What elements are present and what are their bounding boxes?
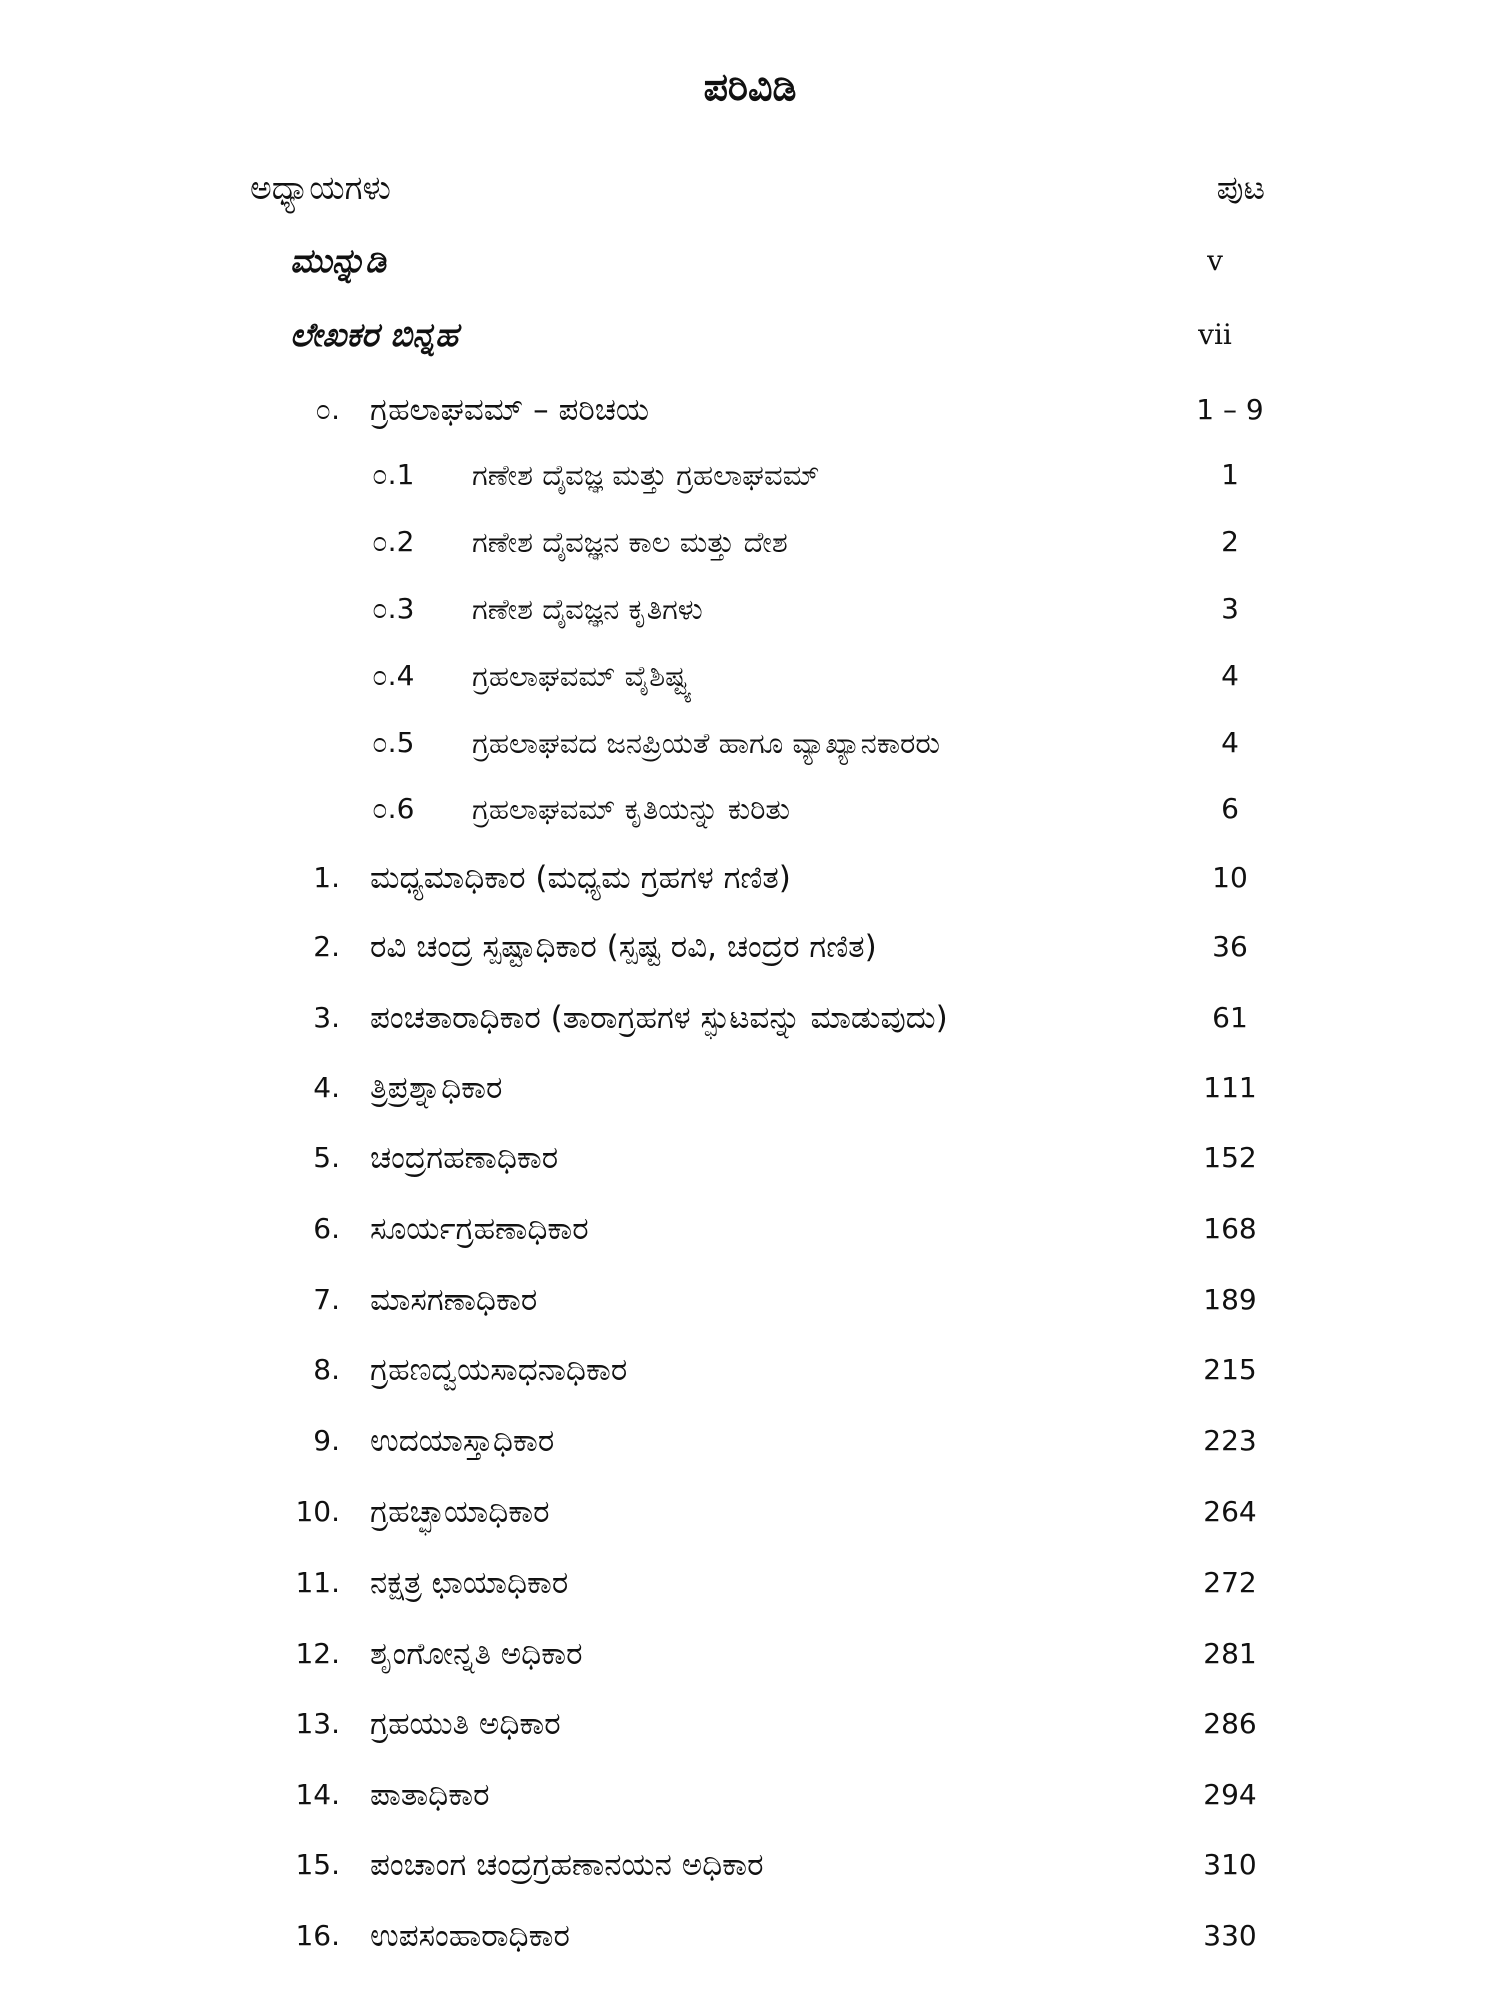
toc-entry-number: 1.: [313, 861, 340, 894]
toc-entry-page: 294: [1203, 1778, 1257, 1811]
toc-entry-number: 10.: [295, 1495, 340, 1528]
prelim-label: ಮುನ್ನುಡಿ: [290, 241, 386, 280]
toc-entry-page: 330: [1203, 1919, 1257, 1952]
toc-entry: [0, 1133, 1500, 1183]
page-column-label: ಪುಟ: [1216, 168, 1265, 207]
toc-entry-number: 4.: [313, 1071, 340, 1104]
toc-entry-title: ಮಾಸಗಣಾಧಿಕಾರ: [370, 1282, 538, 1318]
toc-entry-title: ಶೃಂಗೋನ್ನತಿ ಅಧಿಕಾರ: [370, 1636, 583, 1672]
toc-entry-number: ೦.1: [372, 458, 415, 491]
toc-entry-page: 310: [1203, 1848, 1257, 1881]
toc-entry: [0, 718, 1500, 768]
toc-entry-page: 2: [1221, 525, 1239, 558]
toc-entry: [0, 1840, 1500, 1890]
toc-entry: [0, 1204, 1500, 1254]
toc-entry-title: ಗ್ರಹಚ್ಛಾಯಾಧಿಕಾರ: [370, 1494, 550, 1530]
toc-entry-page: 152: [1203, 1141, 1257, 1174]
toc-entry-page: 215: [1203, 1353, 1257, 1386]
toc-entry-title: ಗ್ರಹಲಾಘವಮ್ – ಪರಿಚಯ: [370, 392, 650, 428]
toc-entry-number: 8.: [313, 1353, 340, 1386]
toc-entry-number: ೦.5: [372, 726, 415, 759]
page-title: ಪರಿವಿಡಿ: [703, 65, 797, 109]
toc-entry: [0, 651, 1500, 701]
chapters-column-label: ಅಧ್ಯಾಯಗಳು: [250, 168, 391, 207]
toc-entry: [0, 1063, 1500, 1113]
toc-entry-page: 1 – 9: [1196, 393, 1264, 426]
toc-entry-number: 12.: [295, 1637, 340, 1670]
toc-entry: [0, 584, 1500, 634]
toc-entry: [0, 922, 1500, 972]
toc-entry: [0, 1558, 1500, 1608]
toc-entry-number: 15.: [295, 1848, 340, 1881]
toc-entry: [0, 385, 1500, 435]
toc-entry-page: 168: [1203, 1212, 1257, 1245]
toc-entry-title: ಪಾತಾಧಿಕಾರ: [370, 1777, 490, 1813]
toc-entry-page: 36: [1212, 930, 1248, 963]
toc-entry-title: ಚಂದ್ರಗಹಣಾಧಿಕಾರ: [370, 1140, 559, 1176]
toc-entry-title: ರವಿ ಚಂದ್ರ ಸ್ಪಷ್ಟಾಧಿಕಾರ (ಸ್ಪಷ್ಟ ರವಿ, ಚಂದ್ರರ ಗಣಿತ): [370, 929, 877, 965]
toc-entry: [0, 993, 1500, 1043]
toc-entry-number: 9.: [313, 1424, 340, 1457]
prelim-page: v: [1207, 244, 1223, 277]
toc-entry-number: 11.: [295, 1566, 340, 1599]
toc-entry-number: 3.: [313, 1001, 340, 1034]
toc-entry-number: 7.: [313, 1283, 340, 1316]
toc-entry-page: 264: [1203, 1495, 1257, 1528]
toc-entry-title: ಗ್ರಹಲಾಘವದ ಜನಪ್ರಿಯತೆ ಹಾಗೂ ವ್ಯಾಖ್ಯಾನಕಾರರು: [472, 726, 940, 760]
toc-entry-number: ೦.4: [372, 659, 415, 692]
toc-entry-title: ಪಂಚತಾರಾಧಿಕಾರ (ತಾರಾಗ್ರಹಗಳ ಸ್ಫುಟವನ್ನು ಮಾಡುವುದು): [370, 1000, 948, 1036]
toc-entry-title: ಗ್ರಹಲಾಘವಮ್ ಕೃತಿಯನ್ನು ಕುರಿತು: [472, 792, 791, 826]
toc-entry-title: ಸೂರ್ಯಗ್ರಹಣಾಧಿಕಾರ: [370, 1211, 589, 1247]
toc-header: [250, 163, 1265, 213]
toc-entry-number: 2.: [313, 930, 340, 963]
toc-prelim-foreword: [290, 236, 1265, 286]
toc-entry-page: 286: [1203, 1707, 1257, 1740]
toc-entry-number: ೦.2: [372, 525, 415, 558]
toc-entry-title: ಗ್ರಹಲಾಘವಮ್ ವೈಶಿಷ್ಟ್ಯ: [472, 659, 693, 693]
toc-entry-page: 281: [1203, 1637, 1257, 1670]
toc-entry-title: ಗಣೇಶ ದೈವಜ್ಞನ ಕೃತಿಗಳು: [472, 592, 703, 626]
toc-entry-page: 10: [1212, 861, 1248, 894]
toc-entry-page: 1: [1221, 458, 1239, 491]
toc-entry-page: 61: [1212, 1001, 1248, 1034]
toc-prelim-author-note: [290, 310, 1265, 360]
toc-entry: [0, 1629, 1500, 1679]
toc-entry: [0, 1699, 1500, 1749]
toc-entry-number: 16.: [295, 1919, 340, 1952]
toc-entry: [0, 784, 1500, 834]
toc-entry: [0, 517, 1500, 567]
prelim-page: vii: [1198, 318, 1232, 351]
toc-entry-number: 5.: [313, 1141, 340, 1174]
toc-entry: [0, 1416, 1500, 1466]
toc-entry-number: 14.: [295, 1778, 340, 1811]
toc-entry-number: ೦.6: [372, 792, 415, 825]
toc-entry-number: 6.: [313, 1212, 340, 1245]
toc-entry: [0, 1487, 1500, 1537]
toc-entry-title: ಗ್ರಹಯುತಿ ಅಧಿಕಾರ: [370, 1706, 561, 1742]
toc-entry: [0, 1345, 1500, 1395]
toc-entry-title: ಪಂಚಾಂಗ ಚಂದ್ರಗ್ರಹಣಾನಯನ ಅಧಿಕಾರ: [370, 1847, 764, 1883]
toc-entry-page: 189: [1203, 1283, 1257, 1316]
toc-entry-number: ೦.: [315, 393, 340, 426]
toc-entry-title: ನಕ್ಷತ್ರ ಛಾಯಾಧಿಕಾರ: [370, 1565, 569, 1601]
toc-entry-page: 3: [1221, 592, 1239, 625]
toc-entry-title: ಗಣೇಶ ದೈವಜ್ಞ ಮತ್ತು ಗ್ರಹಲಾಘವಮ್: [472, 458, 820, 492]
toc-entry: [0, 1911, 1500, 1961]
prelim-label: ಲೇಖಕರ ಬಿನ್ನಹ: [290, 315, 458, 354]
toc-entry-page: 272: [1203, 1566, 1257, 1599]
toc-entry: [0, 853, 1500, 903]
toc-entry: [0, 1770, 1500, 1820]
toc-entry-title: ತ್ರಿಪ್ರಶ್ನಾಧಿಕಾರ: [370, 1070, 503, 1106]
toc-entry-title: ಉದಯಾಸ್ತಾಧಿಕಾರ: [370, 1423, 555, 1459]
toc-entry-title: ಗಣೇಶ ದೈವಜ್ಞನ ಕಾಲ ಮತ್ತು ದೇಶ: [472, 525, 788, 559]
toc-entry-title: ಮಧ್ಯಮಾಧಿಕಾರ (ಮಧ್ಯಮ ಗ್ರಹಗಳ ಗಣಿತ): [370, 860, 791, 896]
toc-entry-number: ೦.3: [372, 592, 415, 625]
toc-entry: [0, 1275, 1500, 1325]
toc-entry-page: 4: [1221, 659, 1239, 692]
toc-entry-page: 223: [1203, 1424, 1257, 1457]
toc-entry: [0, 450, 1500, 500]
toc-entry-page: 6: [1221, 792, 1239, 825]
toc-entry-page: 4: [1221, 726, 1239, 759]
toc-entry-title: ಗ್ರಹಣದ್ವಯಸಾಧನಾಧಿಕಾರ: [370, 1352, 628, 1388]
toc-entry-page: 111: [1203, 1071, 1257, 1104]
toc-entry-number: 13.: [295, 1707, 340, 1740]
toc-entry-title: ಉಪಸಂಹಾರಾಧಿಕಾರ: [370, 1918, 570, 1954]
